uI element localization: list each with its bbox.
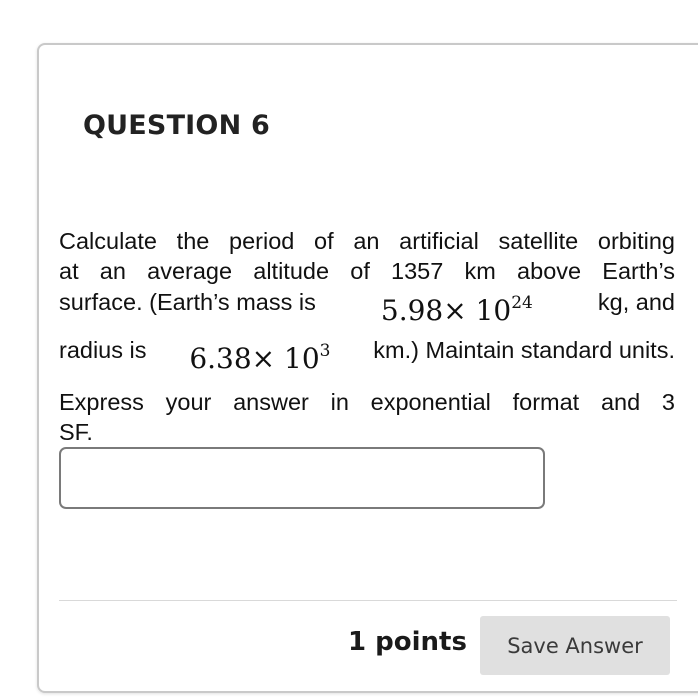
question-line-4-prefix: radius is (59, 337, 147, 363)
question-line-3 (59, 286, 675, 327)
footer-divider (59, 600, 677, 601)
question-line-3-suffix: kg, and (597, 289, 675, 315)
question-line-4 (59, 334, 675, 375)
question-line-3-prefix: surface. (Earth’s mass is (59, 289, 316, 315)
earth-mass-mantissa: 5.98× 10 (380, 294, 512, 327)
answer-input[interactable] (59, 447, 545, 509)
question-text (59, 226, 675, 327)
question-line-2: at an average altitude of 1357 km above Earth’s (59, 258, 675, 284)
save-answer-button[interactable]: Save Answer (480, 616, 670, 675)
answer-instructions (59, 387, 675, 447)
instruction-line-1: Express your answer in exponential format and 3 (59, 389, 675, 415)
earth-mass-value (380, 293, 533, 330)
earth-radius-mantissa: 6.38× 10 (189, 342, 320, 375)
earth-radius-value (189, 341, 331, 378)
question-title: QUESTION 6 (83, 110, 270, 141)
earth-mass-exponent: 24 (511, 293, 533, 313)
question-line-1: Calculate the period of an artificial satellite orbiting (59, 228, 675, 254)
points-label: 1 points (348, 627, 467, 657)
question-line-4-suffix: km.) Maintain standard units. (373, 337, 675, 363)
earth-radius-exponent: 3 (319, 341, 331, 361)
instruction-line-2: SF. (59, 419, 93, 445)
